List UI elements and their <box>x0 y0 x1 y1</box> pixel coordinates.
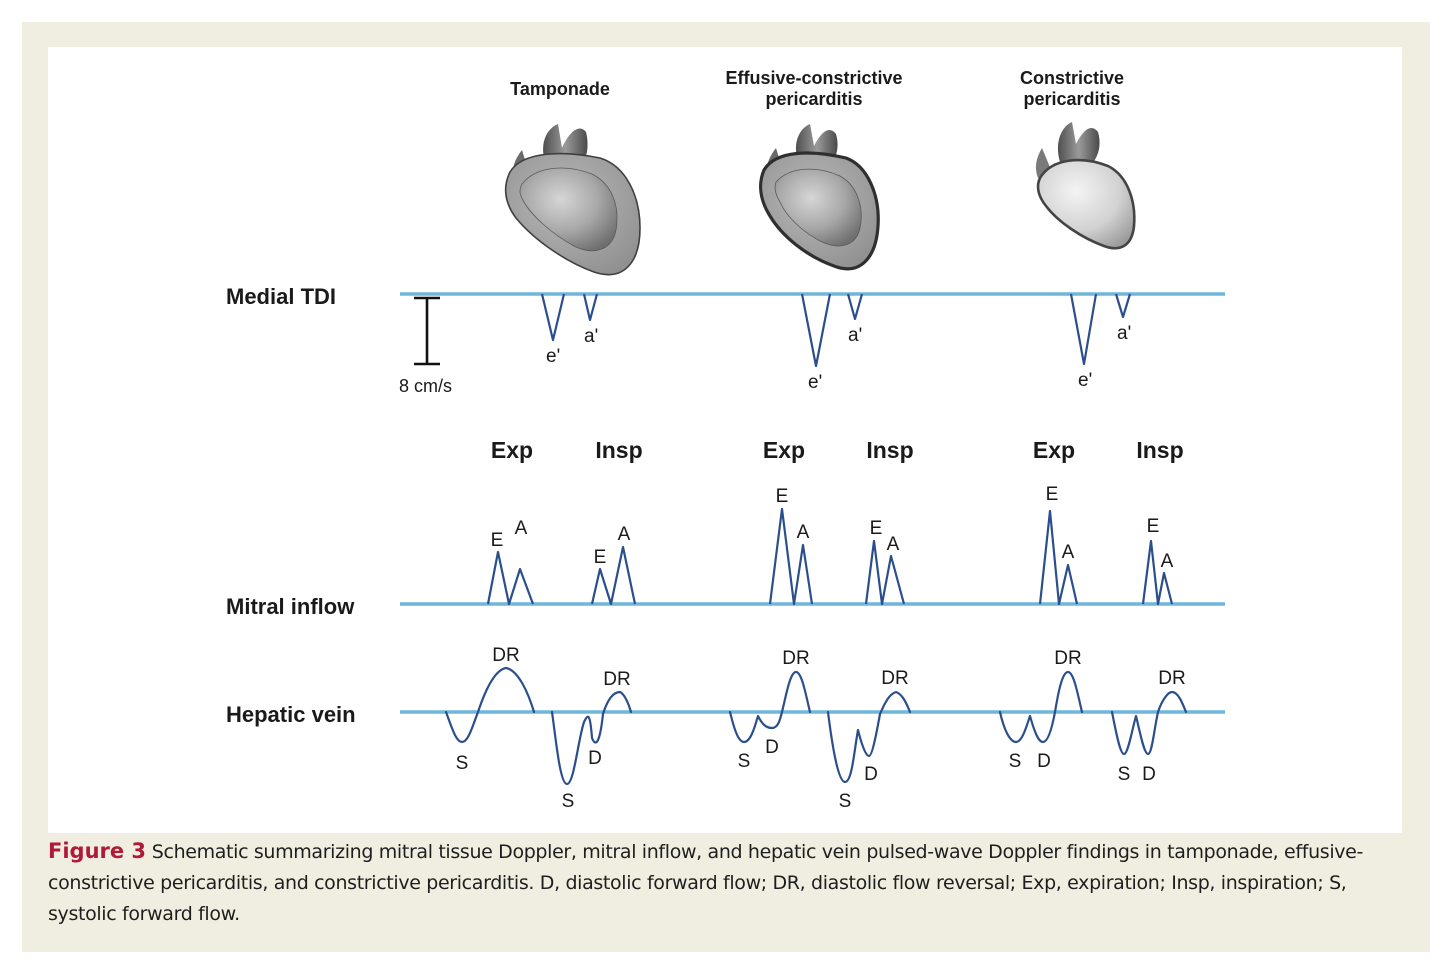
tdi-tamponade-e-prime-wave <box>542 294 564 340</box>
tdi-tamponade-a-prime-label: a' <box>584 326 599 347</box>
column-title-effusive-constrictive-line1: Effusive-constrictive <box>725 68 903 88</box>
mitral-tamponade-exp-wave <box>488 552 533 604</box>
mitral-tamponade-exp-a-label: A <box>514 518 528 539</box>
figure-caption <box>48 836 1408 930</box>
column-title-constrictive-line2: pericarditis <box>1023 89 1121 109</box>
mitral-effusive-constrictive-exp-e-label: E <box>775 486 789 507</box>
hepatic-effusive-constrictive-insp-d-label: D <box>864 764 878 785</box>
hepatic-tamponade-exp-s-label: S <box>455 753 469 774</box>
hepatic-effusive-constrictive-exp-d-label: D <box>765 737 779 758</box>
figure-caption-text: Schematic summarizing mitral tissue Doppler, mitral inflow, and hepatic vein pulsed-wave Doppler findings in tamponade, effusive-constrictive pericarditis, and constrictive pericarditis. D, diastolic forward flow; DR, diastolic flow reversal; Exp, expiration; Insp, inspiration; S, systolic forward flow. <box>48 841 1363 925</box>
hepatic-tamponade-insp-wave <box>552 692 631 784</box>
tdi-constrictive-e-prime-wave <box>1071 294 1096 364</box>
tdi-effusive-constrictive-e-prime-label: e' <box>808 372 823 393</box>
tdi-effusive-constrictive-e-prime-wave <box>802 294 830 366</box>
constrictive-insp-label: Insp <box>1136 437 1184 463</box>
tdi-effusive-constrictive-a-prime-wave <box>848 294 862 319</box>
scale-bar-label: 8 cm/s <box>399 376 453 396</box>
hepatic-tamponade-exp-dr-label: DR <box>492 645 520 666</box>
mitral-effusive-constrictive-insp-e-label: E <box>869 518 883 539</box>
tdi-constrictive-a-prime-wave <box>1116 294 1130 317</box>
mitral-tamponade-exp-e-label: E <box>490 530 504 551</box>
mitral-tamponade-insp-a-label: A <box>617 524 631 545</box>
scale-bar <box>414 298 440 364</box>
tamponade-insp-label: Insp <box>595 437 643 463</box>
hepatic-effusive-constrictive-exp-dr-label: DR <box>782 648 810 669</box>
effusive-constrictive-exp-label: Exp <box>762 437 806 463</box>
hepatic-effusive-constrictive-insp-dr-label: DR <box>881 668 909 689</box>
tdi-tamponade-e-prime-label: e' <box>546 346 561 367</box>
column-title-tamponade: Tamponade <box>510 79 610 99</box>
hepatic-constrictive-insp-wave <box>1112 692 1186 754</box>
column-title-constrictive-line1: Constrictive <box>1019 68 1125 88</box>
figure-label: Figure 3 <box>48 839 147 863</box>
heart-thick-pericardium-icon <box>1036 122 1134 248</box>
mitral-effusive-constrictive-exp-a-label: A <box>796 522 810 543</box>
tdi-tamponade-a-prime-wave <box>584 294 597 320</box>
hepatic-constrictive-exp-s-label: S <box>1008 751 1022 772</box>
hepatic-constrictive-exp-wave <box>1000 672 1082 742</box>
heart-effusion-thick-pericardium-icon <box>761 124 879 269</box>
hepatic-effusive-constrictive-exp-wave <box>730 672 810 742</box>
mitral-tamponade-insp-e-label: E <box>593 547 607 568</box>
hepatic-tamponade-exp-wave <box>446 668 534 742</box>
tdi-effusive-constrictive-a-prime-label: a' <box>848 325 863 346</box>
hepatic-effusive-constrictive-exp-s-label: S <box>737 751 751 772</box>
tdi-constrictive-e-prime-label: e' <box>1078 370 1093 391</box>
mitral-constrictive-insp-a-label: A <box>1160 551 1174 572</box>
hepatic-constrictive-exp-dr-label: DR <box>1054 648 1082 669</box>
hepatic-tamponade-insp-d-label: D <box>588 748 602 769</box>
mitral-constrictive-exp-e-label: E <box>1045 484 1059 505</box>
effusive-constrictive-insp-label: Insp <box>866 437 914 463</box>
row-label-medial-tdi: Medial TDI <box>226 284 337 309</box>
mitral-constrictive-exp-a-label: A <box>1061 542 1075 563</box>
hepatic-tamponade-insp-s-label: S <box>561 791 575 812</box>
heart-effusion-icon <box>506 124 640 275</box>
mitral-effusive-constrictive-insp-a-label: A <box>886 534 900 555</box>
tdi-constrictive-a-prime-label: a' <box>1117 323 1132 344</box>
hepatic-constrictive-insp-s-label: S <box>1117 764 1131 785</box>
column-title-effusive-constrictive-line2: pericarditis <box>765 89 863 109</box>
tamponade-exp-label: Exp <box>490 437 534 463</box>
hepatic-constrictive-exp-d-label: D <box>1037 751 1051 772</box>
hepatic-constrictive-insp-d-label: D <box>1142 764 1156 785</box>
row-label-mitral-inflow: Mitral inflow <box>226 594 355 619</box>
hepatic-effusive-constrictive-insp-s-label: S <box>838 791 852 812</box>
row-label-hepatic-vein: Hepatic vein <box>226 702 356 727</box>
hepatic-tamponade-insp-dr-label: DR <box>603 669 631 690</box>
mitral-constrictive-insp-e-label: E <box>1146 516 1160 537</box>
constrictive-exp-label: Exp <box>1032 437 1076 463</box>
hepatic-constrictive-insp-dr-label: DR <box>1158 668 1186 689</box>
